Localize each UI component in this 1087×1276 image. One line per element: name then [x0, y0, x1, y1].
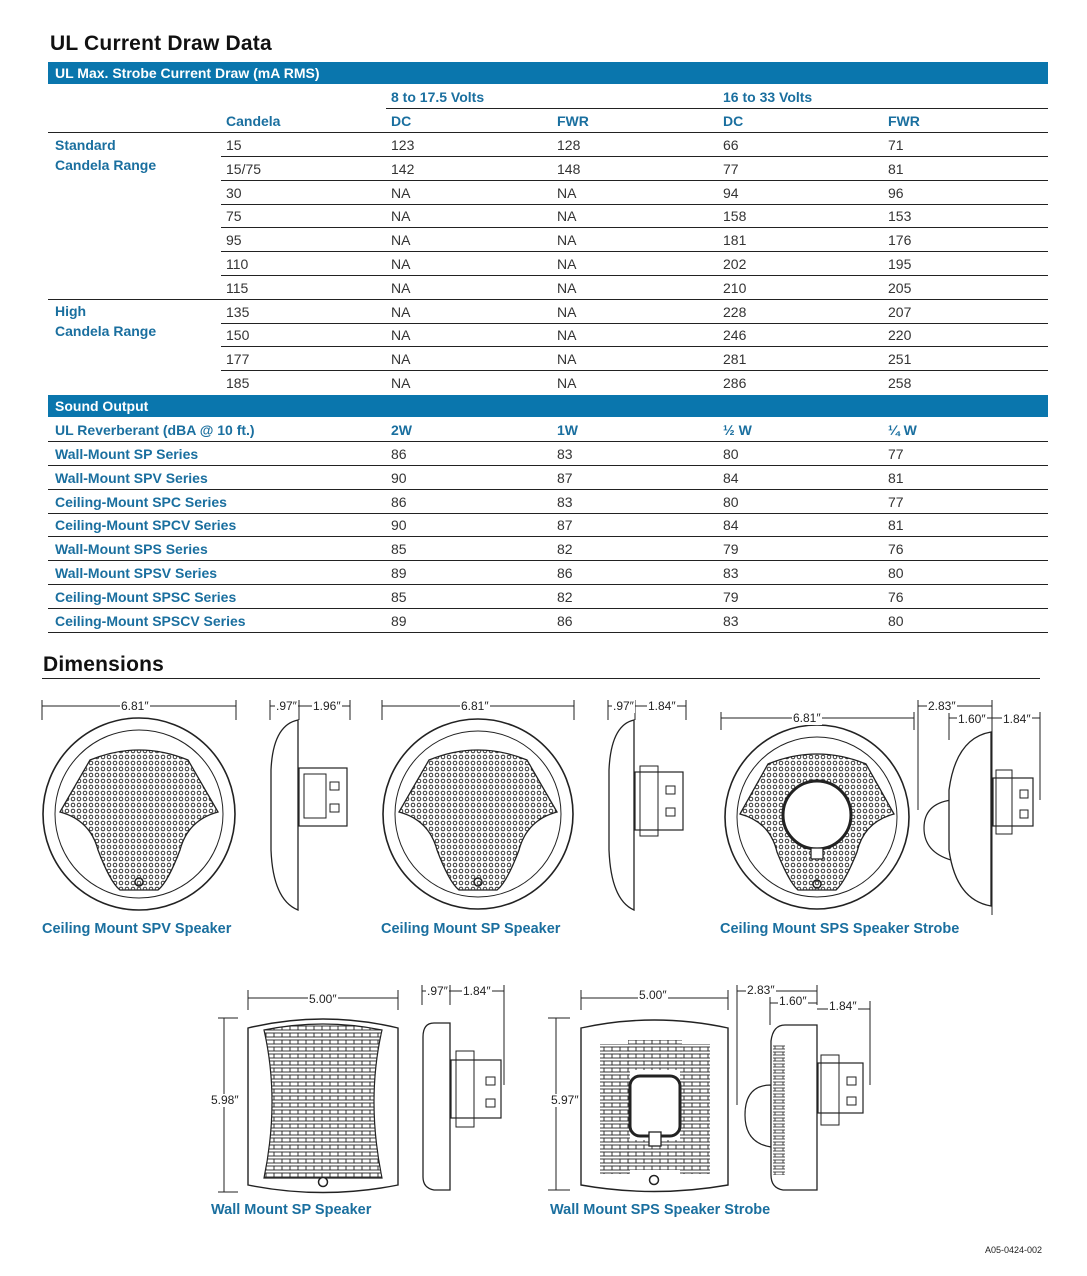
row-divider — [221, 323, 1048, 324]
dba-value: 82 — [557, 588, 573, 605]
sound-header-rule — [48, 441, 1048, 442]
current-value: 205 — [888, 279, 912, 296]
current-value: NA — [557, 279, 577, 296]
current-value: NA — [557, 303, 577, 320]
row-divider — [48, 299, 1048, 300]
dba-value: 81 — [888, 517, 904, 534]
row-divider — [48, 513, 1048, 514]
current-value: 158 — [723, 208, 747, 225]
current-value: 202 — [723, 256, 747, 272]
dba-value: 81 — [888, 469, 904, 486]
dba-value: 85 — [391, 541, 407, 558]
row-divider — [48, 584, 1048, 585]
depth-total-dimension: 2.83″ — [928, 699, 956, 713]
current-value: 123 — [391, 137, 415, 153]
dba-value: 87 — [557, 469, 573, 486]
current-value: 142 — [391, 160, 415, 177]
current-value: 220 — [888, 327, 912, 344]
current-value: NA — [557, 327, 577, 344]
sound-output-header: Sound Output — [48, 395, 1048, 417]
row-divider — [48, 489, 1048, 490]
figure-caption: Ceiling Mount SP Speaker — [381, 921, 561, 937]
current-value: 128 — [557, 137, 581, 153]
dba-value: 85 — [391, 588, 407, 605]
current-value: 181 — [723, 232, 747, 249]
dba-value: 89 — [391, 612, 407, 629]
row-divider — [221, 180, 1048, 181]
dba-value: 83 — [557, 493, 573, 510]
ceiling-strobe-side-drawing — [916, 700, 1046, 915]
candela-value: 185 — [226, 375, 250, 391]
current-value: 94 — [723, 184, 739, 201]
candela-value: 115 — [226, 279, 249, 296]
depth-b-dimension: 1.84″ — [463, 984, 491, 998]
wall-speaker-side-drawing — [420, 985, 520, 1190]
current-value: NA — [557, 184, 577, 201]
voltage-group-low: 8 to 17.5 Volts — [391, 89, 485, 105]
range-high-1: High — [55, 303, 87, 319]
candela-value: 95 — [226, 232, 242, 249]
wall-speaker-front-drawing — [218, 990, 403, 1195]
dba-value: 80 — [723, 446, 739, 462]
row-divider — [221, 370, 1048, 371]
depth-a-dimension: .97″ — [613, 699, 634, 713]
wall-strobe-side-drawing — [735, 985, 875, 1190]
candela-value: 177 — [226, 351, 250, 368]
current-value: NA — [557, 232, 577, 249]
current-value: NA — [557, 256, 577, 272]
series-name: Ceiling-Mount SPCV Series — [55, 517, 237, 534]
dba-value: 83 — [723, 565, 739, 581]
current-draw-title: UL Current Draw Data — [50, 32, 272, 55]
dba-value: 83 — [557, 446, 573, 462]
current-value: 281 — [723, 351, 747, 368]
current-value: NA — [557, 351, 577, 368]
voltage-divider — [386, 108, 1048, 109]
current-value: NA — [391, 351, 411, 368]
figure-caption: Ceiling Mount SPV Speaker — [42, 921, 232, 937]
current-value: 81 — [888, 160, 904, 177]
candela-value: 135 — [226, 303, 250, 320]
series-name: Ceiling-Mount SPSC Series — [55, 588, 237, 605]
current-value: 195 — [888, 256, 912, 272]
strobe-current-header: UL Max. Strobe Current Draw (mA RMS) — [48, 62, 1048, 84]
current-value: 96 — [888, 184, 904, 201]
dba-value: 84 — [723, 469, 739, 486]
dba-value: 83 — [723, 612, 739, 629]
ceiling-speaker-side-drawing — [606, 700, 696, 915]
current-value: NA — [391, 208, 411, 225]
document-code: A05-0424-002 — [985, 1245, 1043, 1255]
width-dimension: 6.81″ — [793, 711, 821, 725]
current-value: 228 — [723, 303, 747, 320]
current-value: 210 — [723, 279, 747, 296]
height-dimension: 5.97″ — [551, 1093, 579, 1107]
dba-value: 86 — [391, 493, 407, 510]
width-dimension: 5.00″ — [309, 992, 337, 1006]
current-value: 258 — [888, 375, 912, 391]
candela-value: 75 — [226, 208, 242, 225]
row-divider — [221, 204, 1048, 205]
col-dc-low: DC — [391, 113, 412, 129]
current-value: 71 — [888, 137, 904, 153]
current-value: 66 — [723, 137, 739, 153]
candela-value: 150 — [226, 327, 250, 344]
row-divider — [48, 632, 1048, 633]
current-value: 251 — [888, 351, 912, 368]
dba-value: 77 — [888, 446, 904, 462]
dba-value: 90 — [391, 517, 407, 534]
series-name: Wall-Mount SP Series — [55, 446, 199, 462]
dba-value: 80 — [888, 565, 904, 581]
dba-value: 79 — [723, 588, 739, 605]
dba-value: 86 — [557, 565, 573, 581]
series-name: Wall-Mount SPS Series — [55, 541, 208, 558]
dba-value: 76 — [888, 541, 904, 558]
series-name: Ceiling-Mount SPC Series — [55, 493, 227, 510]
width-dimension: 6.81″ — [461, 699, 489, 713]
dba-value: 90 — [391, 469, 407, 486]
current-value: NA — [391, 279, 411, 296]
row-divider — [48, 536, 1048, 537]
current-value: 286 — [723, 375, 747, 391]
depth-b-dimension: 1.84″ — [829, 999, 857, 1013]
voltage-group-high: 16 to 33 Volts — [723, 89, 813, 105]
col-quarter-w: ¼ W — [888, 422, 917, 438]
col-candela: Candela — [226, 113, 281, 129]
depth-a-dimension: .97″ — [276, 699, 297, 713]
range-standard-1: Standard — [55, 137, 116, 153]
dba-value: 86 — [557, 612, 573, 629]
depth-a-dimension: 1.60″ — [779, 994, 807, 1008]
current-value: NA — [557, 375, 577, 391]
current-value: 207 — [888, 303, 912, 320]
row-divider — [221, 251, 1048, 252]
series-name: Wall-Mount SPV Series — [55, 469, 208, 486]
candela-value: 15 — [226, 137, 242, 153]
candela-value: 110 — [226, 256, 249, 272]
depth-a-dimension: 1.60″ — [958, 712, 986, 726]
figure-caption: Ceiling Mount SPS Speaker Strobe — [720, 921, 960, 937]
current-value: NA — [391, 327, 411, 344]
col-fwr-low: FWR — [557, 113, 589, 129]
dba-value: 76 — [888, 588, 904, 605]
row-divider — [221, 275, 1048, 276]
ceiling-speaker-front-drawing — [380, 700, 580, 915]
candela-value: 30 — [226, 184, 242, 201]
row-divider — [221, 346, 1048, 347]
header-rule — [48, 132, 1048, 133]
row-divider — [48, 608, 1048, 609]
depth-b-dimension: 1.96″ — [313, 699, 341, 713]
dba-value: 80 — [888, 612, 904, 629]
depth-total-dimension: 2.83″ — [747, 983, 775, 997]
current-value: NA — [391, 303, 411, 320]
row-divider — [221, 156, 1048, 157]
current-value: 77 — [723, 160, 739, 177]
col-reverberant: UL Reverberant (dBA @ 10 ft.) — [55, 422, 255, 438]
series-name: Ceiling-Mount SPSCV Series — [55, 612, 246, 629]
dba-value: 82 — [557, 541, 573, 558]
width-dimension: 5.00″ — [639, 988, 667, 1002]
depth-a-dimension: .97″ — [427, 984, 448, 998]
current-value: NA — [391, 232, 411, 249]
ceiling-strobe-front-drawing — [718, 712, 918, 912]
current-value: NA — [391, 375, 411, 391]
range-standard-2: Candela Range — [55, 157, 157, 173]
col-half-w: ½ W — [723, 422, 752, 438]
dba-value: 80 — [723, 493, 739, 510]
dba-value: 79 — [723, 541, 739, 558]
dba-value: 84 — [723, 517, 739, 534]
col-fwr-high: FWR — [888, 113, 920, 129]
row-divider — [48, 560, 1048, 561]
figure-caption: Wall Mount SP Speaker — [211, 1202, 372, 1218]
depth-b-dimension: 1.84″ — [1003, 712, 1031, 726]
dba-value: 87 — [557, 517, 573, 534]
col-dc-high: DC — [723, 113, 744, 129]
figure-caption: Wall Mount SPS Speaker Strobe — [550, 1202, 771, 1218]
current-value: 176 — [888, 232, 912, 249]
current-value: NA — [391, 184, 411, 201]
depth-b-dimension: 1.84″ — [648, 699, 676, 713]
dba-value: 86 — [391, 446, 407, 462]
candela-value: 15/75 — [226, 160, 262, 177]
current-value: 153 — [888, 208, 912, 225]
width-dimension: 6.81″ — [121, 699, 149, 713]
dimensions-title: Dimensions — [43, 653, 165, 676]
series-name: Wall-Mount SPSV Series — [55, 565, 218, 581]
ceiling-speaker-side-drawing — [268, 700, 358, 915]
dimensions-rule — [42, 678, 1040, 679]
current-value: NA — [557, 208, 577, 225]
current-value: 246 — [723, 327, 747, 344]
ceiling-speaker-front-drawing — [40, 700, 240, 915]
row-divider — [221, 227, 1048, 228]
range-high-2: Candela Range — [55, 323, 157, 339]
dba-value: 77 — [888, 493, 904, 510]
col-1w: 1W — [557, 422, 578, 438]
row-divider — [48, 465, 1048, 466]
height-dimension: 5.98″ — [211, 1093, 239, 1107]
dba-value: 89 — [391, 565, 407, 581]
col-2w: 2W — [391, 422, 412, 438]
current-value: 148 — [557, 160, 581, 177]
current-value: NA — [391, 256, 411, 272]
